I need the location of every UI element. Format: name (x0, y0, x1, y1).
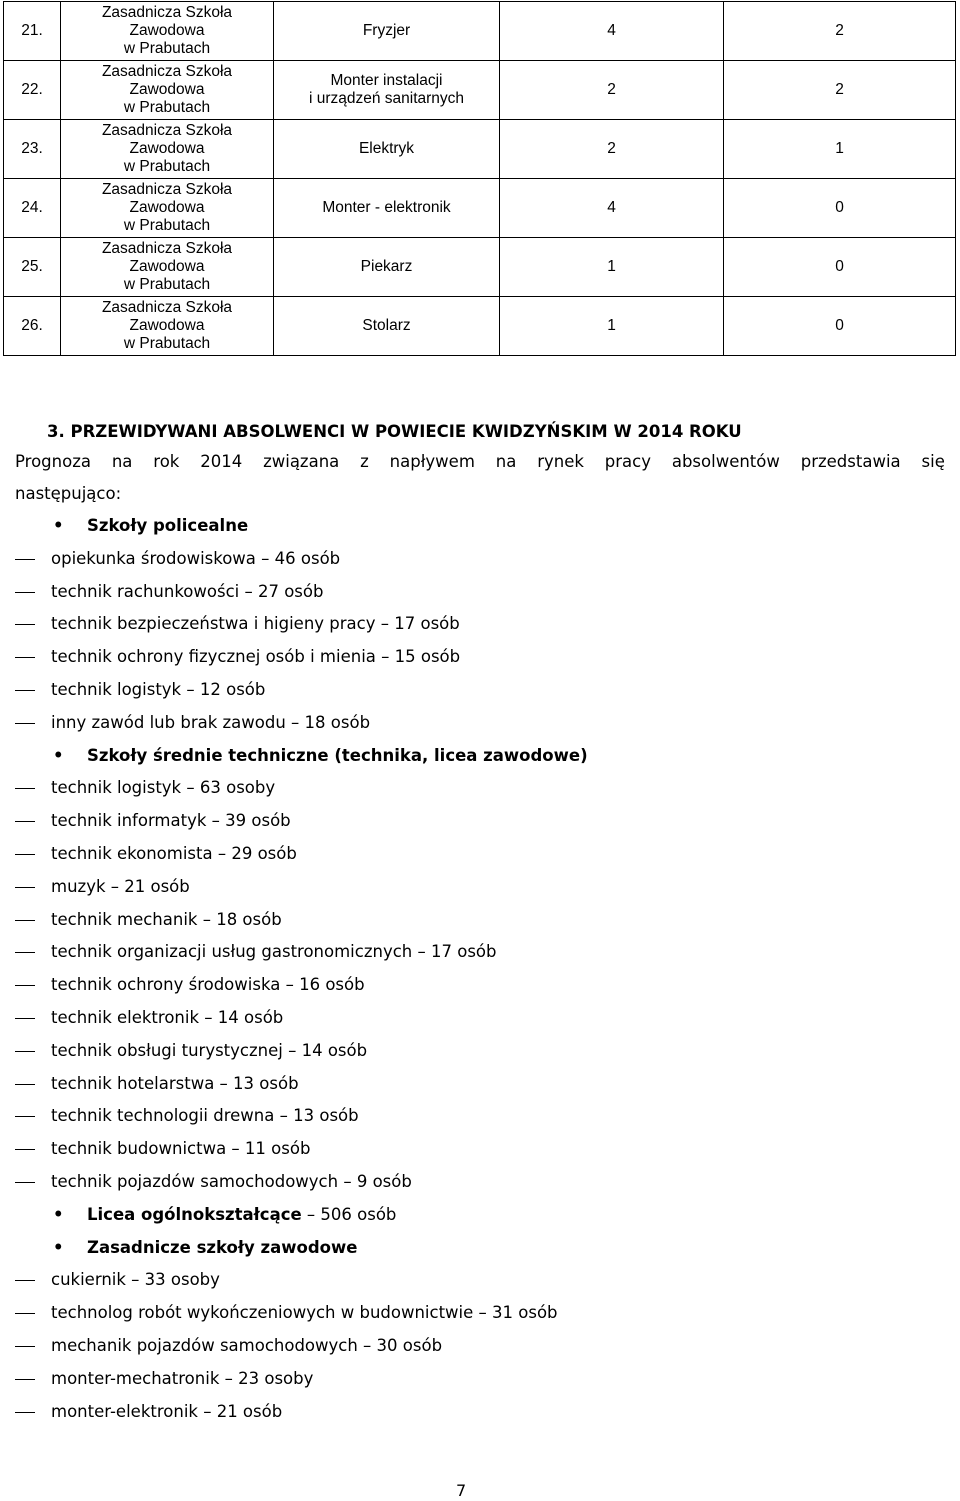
dash-icon (15, 854, 35, 855)
category-heading (15, 510, 945, 543)
profession-line: i urządzeń sanitarnych (308, 90, 465, 107)
category-label: Szkoły policealne (87, 516, 249, 535)
list-item (15, 1297, 945, 1330)
list-item-text: cukiernik – 33 osoby (51, 1270, 220, 1290)
profession-cell (274, 179, 500, 238)
row-number-cell: 22. (4, 61, 61, 120)
bullet-icon: • (53, 745, 64, 765)
dash-icon (15, 1116, 35, 1117)
intro-line-2: następująco: (15, 484, 122, 503)
list-item-text: technolog robót wykończeniowych w budownictwie – 31 osób (51, 1303, 558, 1323)
bullet-icon: • (53, 516, 64, 535)
bullet-icon: • (53, 1204, 64, 1224)
graduates-list (15, 510, 945, 1428)
row-number-cell: 24. (4, 179, 61, 238)
intro-word: związana (263, 452, 340, 471)
school-name-cell (61, 238, 274, 297)
dash-icon (15, 592, 35, 593)
intro-word: napływem (389, 452, 475, 471)
dash-icon (15, 1018, 35, 1019)
school-name-line: Zasadnicza Szkoła (101, 299, 233, 316)
school-name-line: Zawodowa (129, 258, 205, 275)
value-a-cell: 4 (500, 2, 724, 61)
school-name-line: Zasadnicza Szkoła (101, 4, 233, 21)
value-b-cell: 0 (724, 297, 956, 356)
dash-icon (15, 1149, 35, 1150)
school-name-line: w Prabutach (123, 99, 211, 116)
list-item (15, 1035, 945, 1068)
list-item (15, 969, 945, 1002)
list-item-text: muzyk – 21 osób (51, 876, 190, 896)
row-number-cell: 26. (4, 297, 61, 356)
school-name-line: w Prabutach (123, 217, 211, 234)
dash-icon (15, 723, 35, 724)
profession-cell (274, 238, 500, 297)
list-item (15, 904, 945, 937)
school-name-line: Zawodowa (129, 22, 205, 39)
graduates-section (15, 418, 945, 1428)
dash-icon (15, 1182, 35, 1183)
school-name-line: Zawodowa (129, 81, 205, 98)
list-item (15, 1363, 945, 1396)
value-b-cell: 2 (724, 61, 956, 120)
school-name-line: Zasadnicza Szkoła (101, 181, 233, 198)
value-a-cell: 2 (500, 120, 724, 179)
list-item (15, 707, 945, 740)
list-item-text: technik logistyk – 12 osób (51, 679, 266, 699)
category-count: – 506 osób (301, 1204, 397, 1224)
profession-cell (274, 297, 500, 356)
school-name-cell (61, 179, 274, 238)
school-name-cell (61, 297, 274, 356)
school-name-line: Zasadnicza Szkoła (101, 240, 233, 257)
section-heading: 3. PRZEWIDYWANI ABSOLWENCI W POWIECIE KWIDZYŃSKIM W 2014 ROKU (47, 422, 742, 441)
list-item (15, 1330, 945, 1363)
schools-table (3, 1, 956, 356)
list-item-text: technik technologii drewna – 13 osób (51, 1106, 359, 1126)
intro-word: Prognoza (15, 452, 91, 471)
list-item (15, 871, 945, 904)
intro-word: na (111, 452, 133, 471)
list-item-text: technik obsługi turystycznej – 14 osób (51, 1040, 368, 1060)
list-item-text: technik pojazdów samochodowych – 9 osób (51, 1171, 412, 1191)
list-item (15, 805, 945, 838)
schools-table-body (4, 2, 956, 356)
dash-icon (15, 1084, 35, 1085)
category-heading (15, 740, 945, 773)
dash-icon (15, 788, 35, 789)
list-item-text: technik bezpieczeństwa i higieny pracy – 17 osób (51, 614, 460, 634)
profession-line: Elektryk (358, 140, 415, 157)
list-item (15, 1068, 945, 1101)
dash-icon (15, 657, 35, 658)
school-name-line: Zasadnicza Szkoła (101, 63, 233, 80)
list-item (15, 772, 945, 805)
school-name-line: w Prabutach (123, 158, 211, 175)
intro-word: pracy (604, 452, 651, 471)
intro-word: absolwentów (671, 452, 780, 471)
list-item (15, 1166, 945, 1199)
value-a-cell: 1 (500, 238, 724, 297)
dash-icon (15, 1280, 35, 1281)
intro-word: rok (153, 452, 180, 471)
list-item (15, 838, 945, 871)
list-item (15, 608, 945, 641)
list-item-text: monter-elektronik – 21 osób (51, 1401, 283, 1421)
school-name-cell (61, 2, 274, 61)
table-row (4, 120, 956, 179)
list-item-text: technik rachunkowości – 27 osób (51, 581, 324, 601)
value-b-cell: 1 (724, 120, 956, 179)
list-item (15, 1133, 945, 1166)
school-name-cell (61, 61, 274, 120)
profession-cell (274, 2, 500, 61)
list-item (15, 674, 945, 707)
list-item (15, 1264, 945, 1297)
dash-icon (15, 1051, 35, 1052)
value-a-cell: 1 (500, 297, 724, 356)
intro-word: się (921, 452, 945, 471)
value-b-cell: 2 (724, 2, 956, 61)
profession-line: Fryzjer (362, 22, 411, 39)
list-item (15, 1002, 945, 1035)
list-item-text: technik mechanik – 18 osób (51, 909, 282, 929)
list-item-text: technik logistyk – 63 osoby (51, 778, 276, 798)
bullet-icon: • (53, 1237, 64, 1257)
school-name-line: w Prabutach (123, 335, 211, 352)
list-item-text: mechanik pojazdów samochodowych – 30 osób (51, 1335, 443, 1355)
dash-icon (15, 1346, 35, 1347)
table-row (4, 2, 956, 61)
category-label: Licea ogólnokształcące (87, 1204, 302, 1224)
dash-icon (15, 1313, 35, 1314)
list-item (15, 936, 945, 969)
table-row (4, 297, 956, 356)
intro-paragraph (15, 446, 945, 510)
list-item-text: technik elektronik – 14 osób (51, 1007, 284, 1027)
value-a-cell: 4 (500, 179, 724, 238)
dash-icon (15, 920, 35, 921)
list-item-text: technik ochrony fizycznej osób i mienia – 15 osób (51, 647, 461, 667)
category-label: Szkoły średnie techniczne (technika, licea zawodowe) (87, 745, 588, 765)
dash-icon (15, 559, 35, 560)
category-heading (15, 1232, 945, 1265)
intro-word: na (495, 452, 517, 471)
row-number-cell: 25. (4, 238, 61, 297)
dash-icon (15, 952, 35, 953)
list-item-text: technik informatyk – 39 osób (51, 811, 291, 831)
dash-icon (15, 624, 35, 625)
list-item (15, 1396, 945, 1429)
list-item-text: technik hotelarstwa – 13 osób (51, 1073, 299, 1093)
profession-cell (274, 61, 500, 120)
row-number-cell: 21. (4, 2, 61, 61)
table-row (4, 179, 956, 238)
profession-cell (274, 120, 500, 179)
intro-line-1 (15, 446, 945, 478)
school-name-line: w Prabutach (123, 40, 211, 57)
table-row (4, 238, 956, 297)
intro-word: rynek (537, 452, 584, 471)
category-label: Zasadnicze szkoły zawodowe (87, 1237, 358, 1257)
intro-word: 2014 (200, 452, 243, 471)
list-item (15, 641, 945, 674)
school-name-line: Zasadnicza Szkoła (101, 122, 233, 139)
profession-line: Monter - elektronik (322, 199, 451, 216)
list-item-text: technik organizacji usług gastronomicznych – 17 osób (51, 942, 497, 962)
list-item-text: technik ochrony środowiska – 16 osób (51, 975, 365, 995)
dash-icon (15, 690, 35, 691)
row-number-cell: 23. (4, 120, 61, 179)
dash-icon (15, 985, 35, 986)
intro-word: przedstawia (800, 452, 901, 471)
list-item-text: opiekunka środowiskowa – 46 osób (51, 548, 341, 568)
school-name-line: Zawodowa (129, 140, 205, 157)
school-name-line: w Prabutach (123, 276, 211, 293)
page-number: 7 (456, 1481, 467, 1500)
list-item-text: technik ekonomista – 29 osób (51, 843, 297, 863)
profession-line: Monter instalacji (330, 72, 443, 89)
list-item (15, 576, 945, 609)
list-item-text: inny zawód lub brak zawodu – 18 osób (51, 712, 371, 732)
profession-line: Piekarz (360, 258, 413, 275)
value-a-cell: 2 (500, 61, 724, 120)
list-item (15, 543, 945, 576)
school-name-line: Zawodowa (129, 199, 205, 216)
category-heading (15, 1199, 945, 1232)
value-b-cell: 0 (724, 238, 956, 297)
school-name-line: Zawodowa (129, 317, 205, 334)
school-name-cell (61, 120, 274, 179)
list-item (15, 1100, 945, 1133)
table-row (4, 61, 956, 120)
value-b-cell: 0 (724, 179, 956, 238)
dash-icon (15, 821, 35, 822)
intro-word: z (360, 452, 369, 471)
dash-icon (15, 887, 35, 888)
dash-icon (15, 1379, 35, 1380)
profession-line: Stolarz (362, 317, 411, 334)
list-item-text: technik budownictwa – 11 osób (51, 1139, 311, 1159)
list-item-text: monter-mechatronik – 23 osoby (51, 1368, 314, 1388)
dash-icon (15, 1412, 35, 1413)
